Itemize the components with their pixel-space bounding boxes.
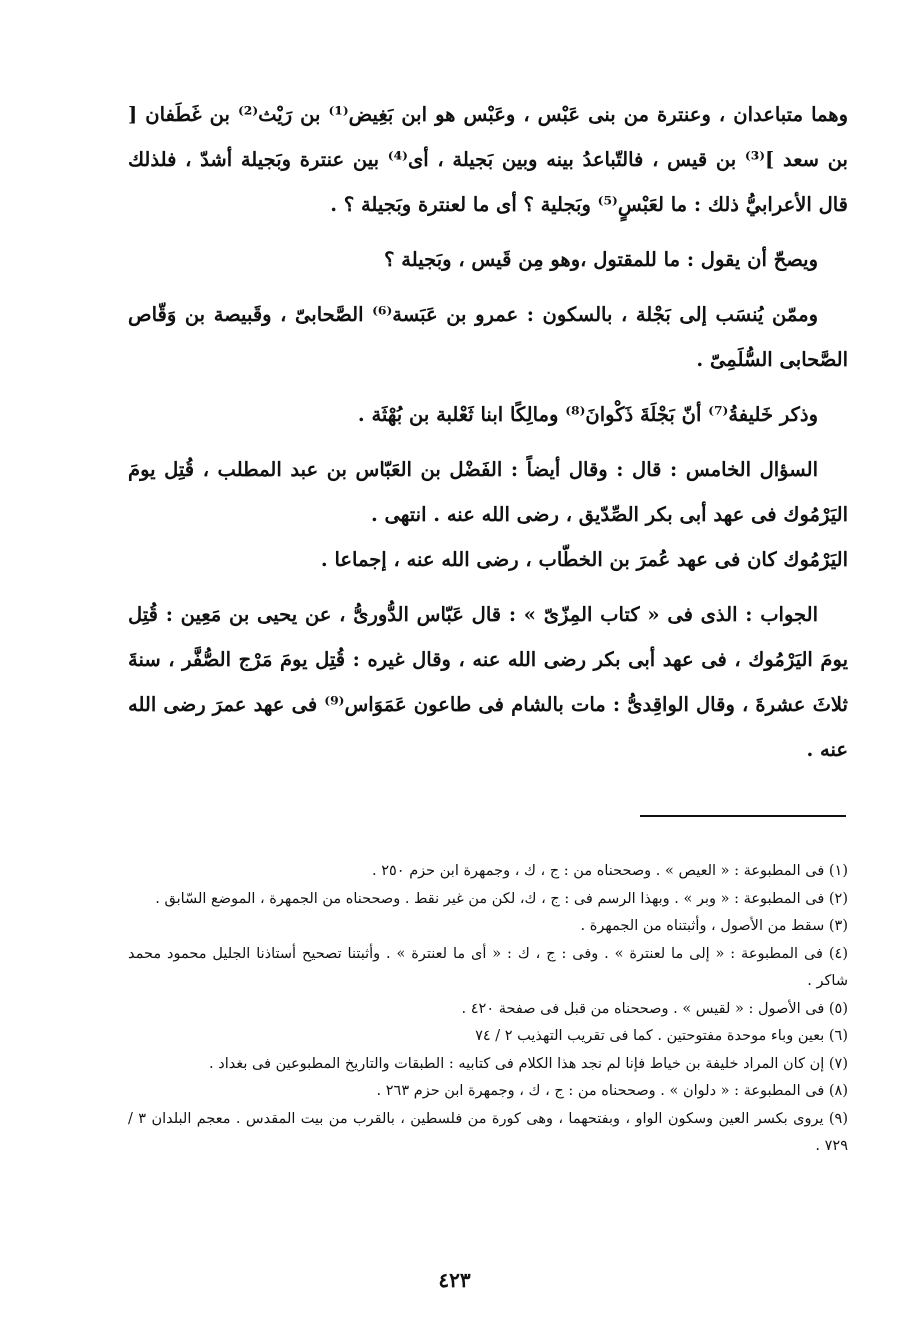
paragraph: وهما متباعدان ، وعنترة من بنى عَبْس ، وعَبْس هو ابن بَغِيض⁽¹⁾ بن رَيْث⁽²⁾ بن غَطَفان [ بن سعد ]⁽³⁾ بن قيس ، فالتّباعدُ بينه وبين بَجيلة ، أى⁽⁴⁾ بين عنترة وبَجيلة أشدّ ، فلذلك قال الأعرابيُّ ذلك : ما لعَبْسٍ⁽⁵⁾ وبَجلية ؟ أى ما لعنترة وبَجيلة ؟ . [128, 103, 848, 216]
paragraph: وذكر خَليفةُ⁽⁷⁾ أنّ بَجْلَةَ ذَكْوانَ⁽⁸⁾ ومالِكًا ابنا ثَعْلبة بن بُهْثَة . [357, 403, 818, 426]
footnote: (١) فى المطبوعة : « العيص » . وصححناه من : ج ، ك ، وجمهرة ابن حزم ٢٥٠ . [372, 863, 848, 879]
main-text [128, 92, 848, 772]
footnote: (٩) يروى بكسر العين وسكون الواو ، وبفتحهما ، وهى كورة من فلسطين ، بالقرب من بيت المقدس . معجم البلدان ٣ / ٧٢٩ . [128, 1110, 849, 1154]
footnote: (٣) سقط من الأصول ، وأثبتناه من الجمهرة . [580, 918, 848, 934]
footnote-separator [640, 815, 846, 817]
footnote: (٧) إن كان المراد خليفة بن خياط فإنا لم نجد هذا الكلام فى كتابيه : الطبقات والتاريخ المطبوعين فى بغداد . [209, 1055, 848, 1072]
page-number: ٤٢٣ [438, 1268, 471, 1292]
answer-paragraph: الجواب : الذى فى « كتاب المِزّىّ » : قال عَبّاس الدُّورىُّ ، عن يحيى بن مَعِين : قُتِل يومَ اليَرْمُوك ، فى عهد أبى بكر رضى الله عنه ، وقال غيره : قُتِل يومَ مَرْج الصُّفَّر ، سنةَ ثلاثَ عشرةَ ، وقال الواقِدىُّ : مات بالشام فى طاعون عَمَوَاس⁽⁹⁾ فى عهد عمرَ رضى الله عنه . [128, 603, 848, 761]
question-paragraph: السؤال الخامس : قال : وقال أيضاً : الفَضْل بن العَبّاس بن عبد المطلب ، قُتِل يومَ اليَرْمُوك فى عهد أبى بكر الصِّدّيق ، رضى الله عنه . انتهى . [128, 458, 848, 526]
footnote: (٨) فى المطبوعة : « دلوان » . وصححناه من : ج ، ك ، وجمهرة ابن حزم ٢٦٣ . [376, 1083, 848, 1099]
footnote: (٢) فى المطبوعة : « وبر » . وبهذا الرسم فى : ج ، ك، لكن من غير نقط . وصححناه من الجمهرة ، الموضع السّابق . [155, 890, 848, 907]
paragraph: ويصحّ أن يقول : ما للمقتول ،وهو مِن قَيس ، وبَجيلة ؟ [384, 248, 818, 271]
paragraph: اليَرْمُوك كان فى عهد عُمرَ بن الخطّاب ، رضى الله عنه ، إجماعا . [320, 548, 848, 571]
paragraph: وممّن يُنسَب إلى بَجْلة ، بالسكون : عمرو بن عَبَسة⁽⁶⁾ الصَّحابىّ ، وقَبيصة بن وَقّاص الصَّحابى السُّلَمِىّ . [128, 303, 848, 371]
footnote: (٤) فى المطبوعة : « إلى ما لعنترة » . وفى : ج ، ك : « أى ما لعنترة » . وأثبتنا تصحيح أستاذنا الجليل محمود محمد شاكر . [128, 945, 848, 989]
footnote: (٦) بعين وباء موحدة مفتوحتين . كما فى تقريب التهذيب ٢ / ٧٤ [475, 1028, 848, 1044]
footnote: (٥) فى الأصول : « لقيس » . وصححناه من قبل فى صفحة ٤٢٠ . [461, 1000, 848, 1017]
footnotes [128, 858, 848, 1161]
